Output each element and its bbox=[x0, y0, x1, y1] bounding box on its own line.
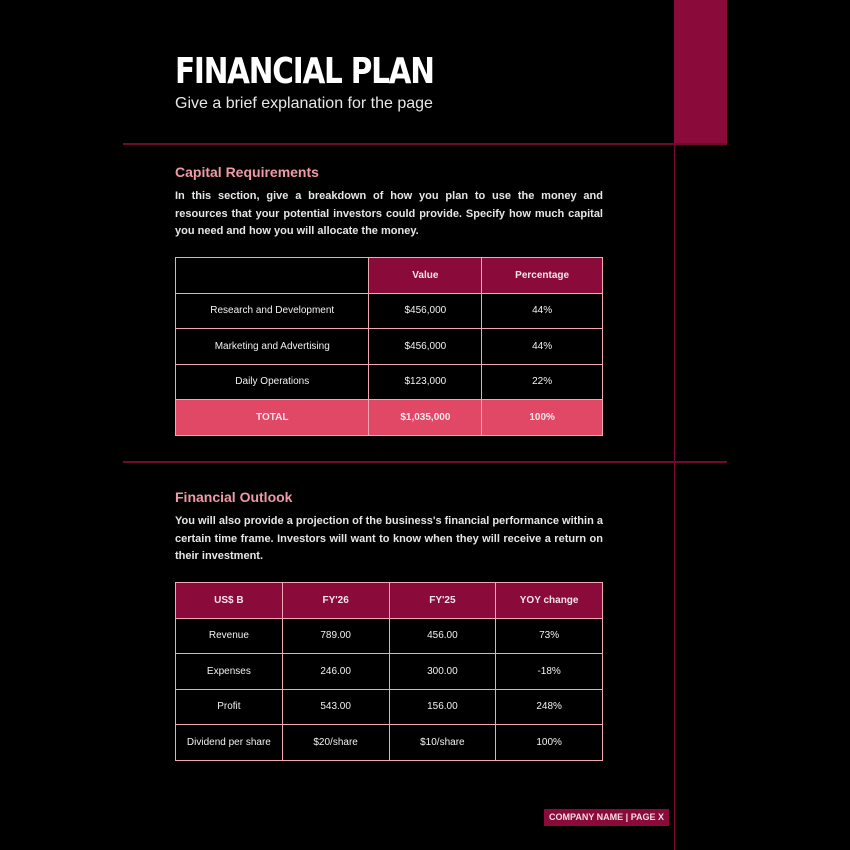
table-cell: Research and Development bbox=[176, 293, 369, 329]
table-cell: 100% bbox=[496, 725, 603, 761]
table-cell: 22% bbox=[482, 364, 603, 400]
table-cell: 246.00 bbox=[282, 654, 389, 690]
table-row bbox=[176, 654, 603, 690]
table-header-cell: FY'25 bbox=[389, 583, 496, 619]
page-subtitle: Give a brief explanation for the page bbox=[175, 95, 433, 112]
table-cell: TOTAL bbox=[176, 400, 369, 436]
table-cell: 156.00 bbox=[389, 689, 496, 725]
table-cell: Daily Operations bbox=[176, 364, 369, 400]
table-cell: $20/share bbox=[282, 725, 389, 761]
financial-outlook-body: You will also provide a projection of the business's financial performance within a certain time frame. Investors will want to know when they will receive a return on their investment. bbox=[175, 515, 603, 562]
table-cell: 100% bbox=[482, 400, 603, 436]
table-row bbox=[176, 725, 603, 761]
capital-requirements-table bbox=[175, 257, 603, 436]
table-cell: Marketing and Advertising bbox=[176, 329, 369, 365]
table-cell: $123,000 bbox=[369, 364, 482, 400]
table-header-cell: YOY change bbox=[496, 583, 603, 619]
table-cell: 44% bbox=[482, 293, 603, 329]
financial-outlook-heading: Financial Outlook bbox=[175, 489, 293, 505]
table-cell: 248% bbox=[496, 689, 603, 725]
capital-requirements-heading: Capital Requirements bbox=[175, 164, 319, 180]
table-cell: Expenses bbox=[176, 654, 283, 690]
table-cell: $1,035,000 bbox=[369, 400, 482, 436]
table-cell: $456,000 bbox=[369, 329, 482, 365]
table-cell: Profit bbox=[176, 689, 283, 725]
table-header-row bbox=[176, 583, 603, 619]
table-cell: Dividend per share bbox=[176, 725, 283, 761]
accent-bar bbox=[674, 0, 727, 145]
table-cell: 300.00 bbox=[389, 654, 496, 690]
table-header-cell: US$ B bbox=[176, 583, 283, 619]
table-cell: 456.00 bbox=[389, 618, 496, 654]
table-row bbox=[176, 364, 603, 400]
table-cell: 73% bbox=[496, 618, 603, 654]
capital-requirements-body: In this section, give a breakdown of how you plan to use the money and resources that your potential investors could provide. Specify how much capital you need and how you will allocate the money. bbox=[175, 190, 603, 237]
header-divider bbox=[123, 143, 727, 145]
table-header-cell: Percentage bbox=[482, 258, 603, 294]
financial-outlook-table bbox=[175, 582, 603, 761]
table-header-row bbox=[176, 258, 603, 294]
table-cell: Revenue bbox=[176, 618, 283, 654]
table-header-cell bbox=[176, 258, 369, 294]
table-row bbox=[176, 689, 603, 725]
footer-page-label: COMPANY NAME | PAGE X bbox=[544, 809, 669, 826]
table-cell: -18% bbox=[496, 654, 603, 690]
table-cell: 44% bbox=[482, 329, 603, 365]
table-cell: 789.00 bbox=[282, 618, 389, 654]
table-total-row bbox=[176, 400, 603, 436]
table-cell: 543.00 bbox=[282, 689, 389, 725]
table-row bbox=[176, 618, 603, 654]
table-cell: $10/share bbox=[389, 725, 496, 761]
table-row bbox=[176, 329, 603, 365]
vertical-rule bbox=[674, 145, 675, 850]
section-divider bbox=[123, 461, 727, 463]
table-header-cell: FY'26 bbox=[282, 583, 389, 619]
table-row bbox=[176, 293, 603, 329]
page-title: FINANCIAL PLAN bbox=[175, 51, 434, 92]
table-cell: $456,000 bbox=[369, 293, 482, 329]
table-header-cell: Value bbox=[369, 258, 482, 294]
